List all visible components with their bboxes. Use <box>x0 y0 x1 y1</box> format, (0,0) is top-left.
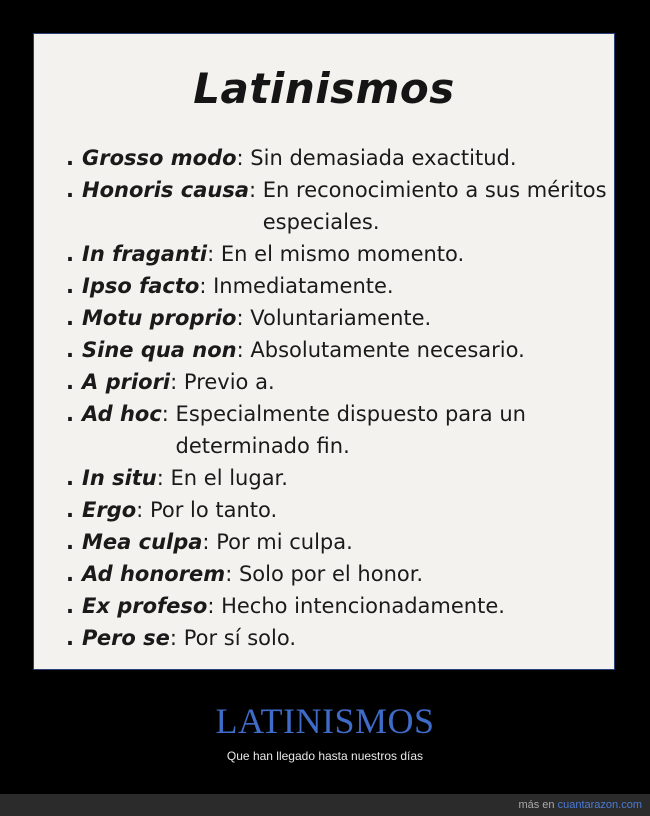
entry-bullet: . <box>66 178 74 202</box>
entry-term: Honoris causa <box>82 178 249 202</box>
entry-term: Ad honorem <box>82 562 226 586</box>
entry-bullet: . <box>66 370 74 394</box>
entry-bullet: . <box>66 530 74 554</box>
latinism-entry <box>66 366 611 398</box>
site-link[interactable]: cuantarazon.com <box>557 799 642 811</box>
entry-bullet: . <box>66 562 74 586</box>
entry-separator: : <box>199 274 214 298</box>
entry-definition: En el lugar. <box>170 466 288 490</box>
footer-bar <box>0 794 650 816</box>
post-title[interactable]: LATINISMOS <box>215 701 435 741</box>
entry-separator: : <box>249 178 263 202</box>
latinism-entry <box>66 270 611 302</box>
entry-bullet: . <box>66 274 74 298</box>
entry-separator: : <box>156 466 171 490</box>
entry-separator: : <box>207 242 221 266</box>
entry-definition: Especialmente dispuesto para un determinado fin. <box>175 402 526 458</box>
entry-term: In fraganti <box>82 242 208 266</box>
meme-image-card <box>33 33 615 670</box>
entry-term: Ad hoc <box>82 402 162 426</box>
latinism-entry <box>66 398 611 462</box>
entry-term: In situ <box>82 466 157 490</box>
latinism-entry <box>66 590 611 622</box>
entry-term: Ergo <box>82 498 137 522</box>
footer-prefix: más en <box>518 799 558 811</box>
latinism-entry <box>66 238 611 270</box>
entry-definition: En el mismo momento. <box>220 242 465 266</box>
entry-definition: Por lo tanto. <box>149 498 278 522</box>
latinism-entry <box>66 334 611 366</box>
entry-separator: : <box>136 498 150 522</box>
entry-separator: : <box>202 530 217 554</box>
latinism-entry <box>66 622 611 654</box>
entry-term: Ex profeso <box>82 594 208 618</box>
entry-definition: En reconocimiento a sus méritos especiales. <box>262 178 607 234</box>
entry-term: Mea culpa <box>82 530 203 554</box>
entry-separator: : <box>170 370 184 394</box>
entry-separator: : <box>207 594 222 618</box>
entry-term: Motu proprio <box>82 306 237 330</box>
entry-term: Grosso modo <box>82 146 237 170</box>
entry-bullet: . <box>66 338 74 362</box>
entry-definition: Por sí solo. <box>183 626 296 650</box>
entry-separator: : <box>161 402 176 426</box>
entry-definition: Previo a. <box>183 370 275 394</box>
entry-definition: Por mi culpa. <box>216 530 353 554</box>
entry-separator: : <box>236 146 251 170</box>
entry-bullet: . <box>66 626 74 650</box>
latinism-list <box>66 142 611 654</box>
entry-bullet: . <box>66 466 74 490</box>
latinism-entry <box>66 558 611 590</box>
latinism-entry <box>66 526 611 558</box>
entry-separator: : <box>236 306 251 330</box>
latinism-entry <box>66 462 611 494</box>
entry-separator: : <box>225 562 239 586</box>
latinism-entry <box>66 494 611 526</box>
latinism-entry <box>66 142 611 174</box>
entry-definition: Hecho intencionadamente. <box>221 594 505 618</box>
entry-bullet: . <box>66 498 74 522</box>
entry-definition: Inmediatamente. <box>213 274 394 298</box>
latinism-entry <box>66 302 611 334</box>
entry-bullet: . <box>66 594 74 618</box>
entry-bullet: . <box>66 146 74 170</box>
entry-definition: Solo por el honor. <box>238 562 424 586</box>
entry-term: Sine qua non <box>82 338 237 362</box>
entry-definition: Sin demasiada exactitud. <box>250 146 517 170</box>
entry-term: A priori <box>82 370 171 394</box>
entry-term: Pero se <box>82 626 170 650</box>
entry-bullet: . <box>66 402 74 426</box>
entry-separator: : <box>169 626 184 650</box>
entry-term: Ipso facto <box>82 274 200 298</box>
latinism-entry <box>66 174 611 238</box>
entry-definition: Absolutamente necesario. <box>250 338 525 362</box>
entry-bullet: . <box>66 242 74 266</box>
entry-definition: Voluntariamente. <box>250 306 432 330</box>
entry-bullet: . <box>66 306 74 330</box>
card-title: Latinismos <box>193 64 455 113</box>
post-subtitle: Que han llegado hasta nuestros días <box>226 749 424 763</box>
entry-separator: : <box>236 338 251 362</box>
